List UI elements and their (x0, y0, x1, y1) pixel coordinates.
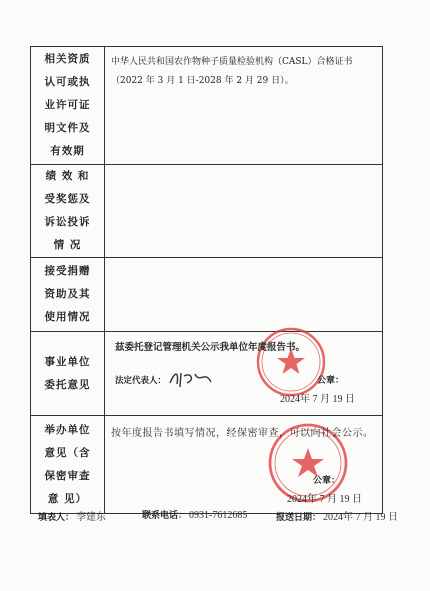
performance-row (31, 165, 383, 258)
sponsor-opinion-row (31, 416, 383, 514)
report-form-table (30, 46, 383, 514)
performance-label: 绩 效 和 受奖惩及 诉讼投诉 情 况 (31, 165, 105, 258)
phone-number: 0931-7612685 (189, 510, 248, 521)
sponsor-opinion-label: 举办单位 意见（含 保密审查 意 见） (31, 416, 105, 514)
certificate-name: 中华人民共和国农作物种子质量检验机构（CASL）合格证书 (111, 57, 353, 67)
entrustment-content (105, 332, 383, 416)
donation-row (31, 258, 383, 332)
donation-label: 接受捐赠 资助及其 使用情况 (31, 258, 105, 332)
legal-representative-signature (167, 368, 215, 390)
qualification-content (105, 47, 383, 165)
seal-label: 公章： (317, 376, 345, 386)
filler-label: 填表人： (38, 513, 75, 523)
performance-content (105, 165, 383, 258)
report-date-label: 报送日期： (276, 513, 322, 523)
filler-name: 李建东 (76, 512, 107, 523)
entrust-statement: 兹委托登记管理机关公示我单位年度报告书。 (115, 342, 306, 353)
report-date: 2024年 7 月 19 日 (323, 512, 399, 523)
certificate-validity: （2022 年 3 月 1 日-2028 年 2 月 29 日）。 (111, 76, 294, 86)
qualification-label: 相关资质 认可或执 业许可证 明文件及 有效期 (31, 47, 105, 165)
entrustment-label: 事业单位 委托意见 (31, 332, 105, 416)
sponsor-opinion-content (105, 416, 383, 514)
sponsor-opinion-text: 按年度报告书填写情况，经保密审查，可以向社会公示。 (111, 428, 374, 439)
phone-label: 联系电话： (142, 511, 188, 521)
entrust-date: 2024年 7 月 19 日 (280, 394, 355, 405)
donation-content (105, 258, 383, 332)
qualification-row (31, 47, 383, 165)
legal-representative-label: 法定代表人： (115, 376, 167, 386)
sponsor-date: 2024年 7 月 19 日 (287, 494, 362, 505)
entrustment-row (31, 332, 383, 416)
seal-label: 公章： (313, 476, 341, 486)
